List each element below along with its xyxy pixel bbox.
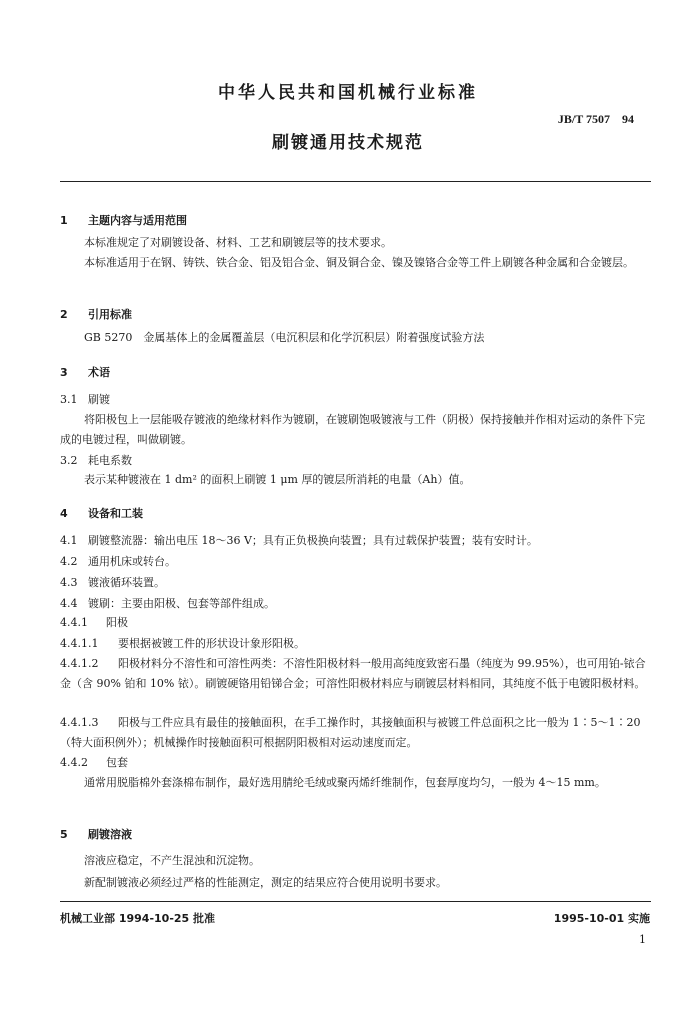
section-4-4-1: 4.4.1 阳极 xyxy=(60,616,128,629)
section-1-para-2: 本标准适用于在钢、铸铁、铁合金、铝及铝合金、铜及铜合金、镍及镍铬合金等工件上刷镀各种金属和合金镀层。 xyxy=(84,256,634,269)
approval-date: 机械工业部 1994-10-25 批准 xyxy=(60,912,216,925)
section-5-para-1: 溶液应稳定，不产生混浊和沉淀物。 xyxy=(84,854,260,867)
section-4-4-2: 4.4.2 包套 xyxy=(60,756,128,769)
section-4-4-2-para: 通常用脱脂棉外套涤棉布制作，最好选用腈纶毛绒或聚丙烯纤维制作，包套厚度均匀，一般为 4～15 mm。 xyxy=(84,776,606,789)
section-3-1-heading: 3.1 刷镀 xyxy=(60,393,110,406)
section-5-para-2: 新配制镀液必须经过严格的性能测定，测定的结果应符合使用说明书要求。 xyxy=(84,876,447,889)
document-title: 刷镀通用技术规范 xyxy=(272,133,424,153)
section-2-para: GB 5270 金属基体上的金属覆盖层（电沉积层和化学沉积层）附着强度试验方法 xyxy=(84,331,485,344)
section-4-3: 4.3 镀液循环装置。 xyxy=(60,576,165,589)
section-3-2-heading: 3.2 耗电系数 xyxy=(60,454,132,467)
section-4-4: 4.4 镀刷：主要由阳极、包套等部件组成。 xyxy=(60,597,275,610)
section-4-1: 4.1 刷镀整流器：输出电压 18～36 V；具有正负极换向装置；具有过载保护装置；装有安时计。 xyxy=(60,534,538,547)
section-4-4-1-1: 4.4.1.1 要根据被镀工件的形状设计象形阳极。 xyxy=(60,637,305,650)
section-5-heading: 5 刷镀溶液 xyxy=(60,828,132,841)
section-3-heading: 3 术语 xyxy=(60,366,110,379)
issuing-agency: 中华人民共和国机械行业标准 xyxy=(218,83,478,103)
section-1-para-1: 本标准规定了对刷镀设备、材料、工艺和刷镀层等的技术要求。 xyxy=(84,236,392,249)
section-4-4-1-2: 4.4.1.2 阳极材料分不溶性和可溶性两类：不溶性阳极材料一般用高纯度致密石墨（纯度为 99.95%），也可用铂-铱合金（含 90% 铂和 10% 铱）。刷镀硬铬用铅锑合金；可溶性阳极材料应与刷镀层材料相同，其纯度不低于电镀阳极材料。 xyxy=(60,657,646,690)
section-4-2: 4.2 通用机床或转台。 xyxy=(60,555,176,568)
section-1-heading: 1 主题内容与适用范围 xyxy=(60,214,187,227)
section-3-2-para: 表示某种镀液在 1 dm² 的面积上刷镀 1 μm 厚的镀层所消耗的电量（Ah）值。 xyxy=(84,473,471,486)
standard-code: JB/T 7507 94 xyxy=(557,112,634,126)
header-divider xyxy=(60,181,651,182)
section-3-1-para: 将阳极包上一层能吸存镀液的绝缘材料作为镀刷，在镀刷饱吸镀液与工件（阴极）保持接触并作相对运动的条件下完成的电镀过程，叫做刷镀。 xyxy=(60,413,645,446)
footer-divider xyxy=(60,901,651,902)
section-4-heading: 4 设备和工装 xyxy=(60,507,143,520)
page-number: 1 xyxy=(639,933,646,946)
effective-date: 1995-10-01 实施 xyxy=(553,912,650,925)
section-2-heading: 2 引用标准 xyxy=(60,308,132,321)
section-4-4-1-3: 4.4.1.3 阳极与工件应具有最佳的接触面积，在手工操作时，其接触面积与被镀工件总面积之比一般为 1∶5～1∶20（特大面积例外）；机械操作时接触面积可根据阴阳极相对运动速度而定。 xyxy=(60,716,641,749)
